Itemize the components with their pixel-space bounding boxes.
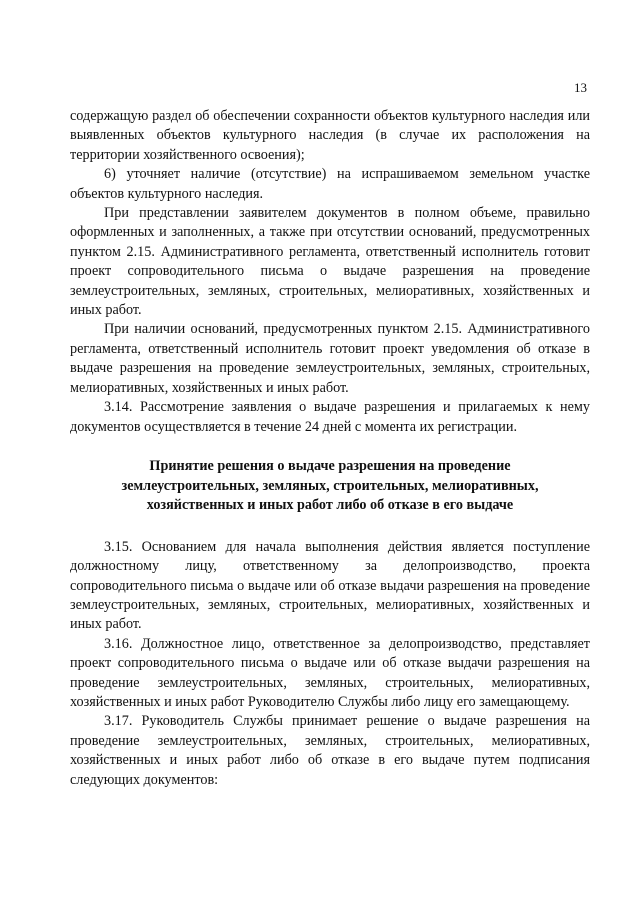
document-body [70, 107, 590, 790]
page-number: 13 [574, 80, 587, 95]
paragraph-3-16: 3.16. Должностное лицо, ответственное за делопроизводство, представляет проект сопроводительного письма о выдаче или об отказе выдачи разрешения на проведение землеустроительных, земляных, строительных, мелиоративных, хозяйственных и иных работ Руководителю Службы либо лицу его замещающему. [70, 635, 590, 710]
paragraph-3-17: 3.17. Руководитель Службы принимает решение о выдаче разрешения на проведение землеустроительных, земляных, строительных, мелиоративных, хозяйственных и иных работ либо об отказе в его выдаче путем подписания следующих документов: [70, 713, 590, 788]
paragraph-continuation: содержащую раздел об обеспечении сохранности объектов культурного наследия или выявленных объектов культурного наследия (в случае их расположения на территории хозяйственного освоения); [70, 108, 590, 163]
paragraph-refusal-grounds: При наличии оснований, предусмотренных пунктом 2.15. Административного регламента, ответственный исполнитель готовит проект уведомления об отказе в выдаче разрешения на проведение землеустроительных, земляных, строительных, мелиоративных, хозяйственных и иных работ. [70, 321, 590, 396]
paragraph-item-6: 6) уточняет наличие (отсутствие) на испрашиваемом земельном участке объектов культурного наследия. [70, 166, 590, 202]
paragraph-full-documents: При представлении заявителем документов в полном объеме, правильно оформленных и заполненных, а также при отсутствии оснований, предусмотренных пунктом 2.15. Административного регламента, ответственный исполнитель готовит проект сопроводительного письма о выдаче разрешения на проведение землеустроительных, земляных, строительных, мелиоративных, хозяйственных и иных работ. [70, 205, 590, 319]
paragraph-3-14: 3.14. Рассмотрение заявления о выдаче разрешения и прилагаемых к нему документов осуществляется в течение 24 дней с момента их регистрации. [70, 399, 590, 435]
section-heading: Принятие решения о выдаче разрешения на проведение землеустроительных, земляных, строительных, мелиоративных, хозяйственных и иных работ либо об отказе в его выдаче [121, 457, 539, 514]
paragraph-3-15: 3.15. Основанием для начала выполнения действия является поступление должностному лицу, ответственному за делопроизводство, проекта сопроводительного письма о выдаче или об отказе выдачи разрешения на проведение землеустроительных, земляных, строительных, мелиоративных, хозяйственных и иных работ. [70, 538, 590, 633]
